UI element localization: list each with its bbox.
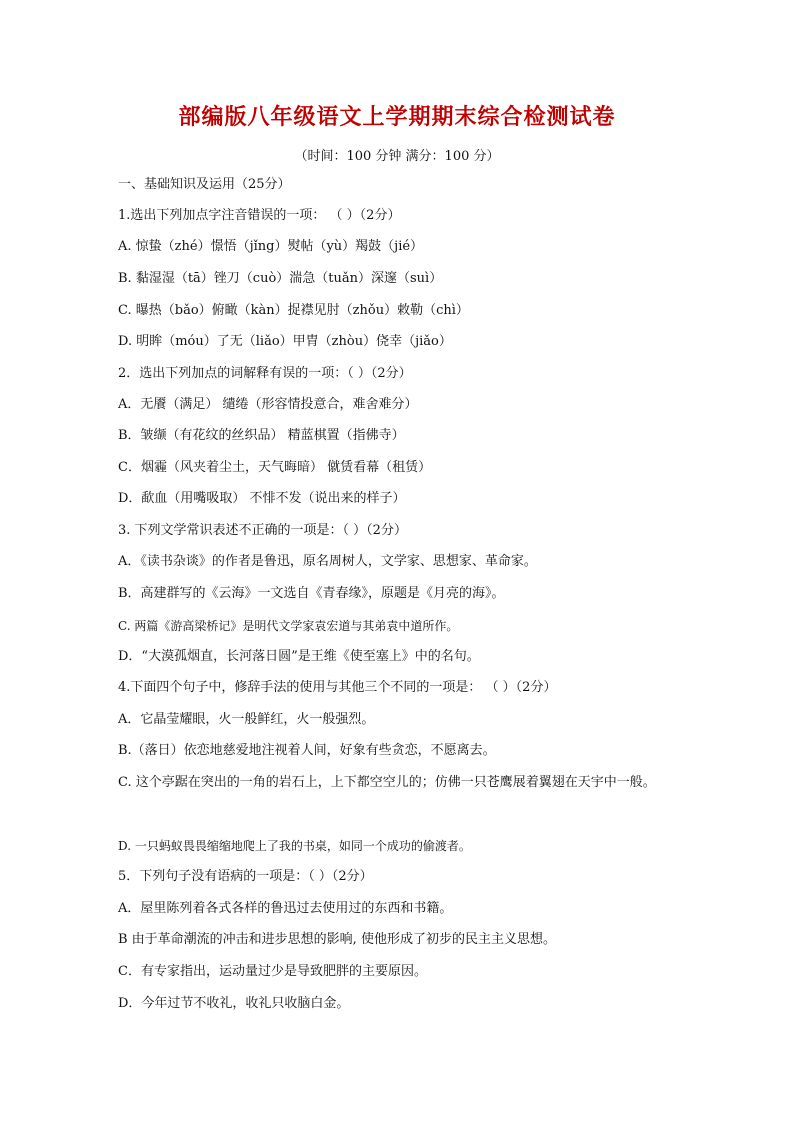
q3-option-c: C. 两篇《游高梁桥记》是明代文学家袁宏道与其弟袁中道所作。 [118, 619, 459, 633]
q3-option-a: A．《读书杂谈》的作者是鲁迅，原名周树人，文学家、思想家、革命家。 [118, 554, 537, 569]
q4-option-d: D. 一只蚂蚁畏畏缩缩地爬上了我的书桌，如同一个成功的偷渡者。 [118, 839, 471, 853]
q3-option-d: D．“大漠孤烟直，长河落日圆”是王维《使至塞上》中的名句。 [118, 649, 480, 664]
q1-option-b: B. 黏湿湿（tā）锉刀（cuò）湍急（tuǎn）深邃（suì） [118, 271, 443, 286]
q4-option-b: B.（落日）依恋地慈爱地注视着人间，好象有些贪恋，不愿离去。 [118, 743, 496, 758]
q2-option-c: C．烟霾（风夹着尘土，天气晦暗） 僦赁看幕（租赁） [118, 460, 432, 475]
question-3: 3. 下列文学常识表述不正确的一项是：（ ）（2分） [118, 523, 407, 538]
q5-option-d: D．今年过节不收礼，收礼只收脑白金。 [118, 996, 350, 1011]
q1-option-d: D. 明眸（móu）了无（liǎo）甲胄（zhòu）侥幸（jiǎo） [118, 334, 452, 349]
q5-option-a: A．屋里陈列着各式各样的鲁迅过去使用过的东西和书籍。 [118, 901, 453, 916]
q1-option-a: A. 惊蛰（zhé）憬悟（jǐng）熨帖（yù）羯鼓（jié） [118, 239, 424, 254]
q2-option-b: B．皱缬（有花纹的丝织品） 精蓝棋置（指佛寺） [118, 428, 405, 443]
question-4: 4.下面四个句子中，修辞手法的使用与其他三个不同的一项是： （ ）（2分） [118, 680, 557, 695]
q2-option-a: A．无餍（满足） 缱绻（形容情投意合，难舍难分） [118, 397, 418, 412]
q1-option-c: C. 曝热（bǎo）俯瞰（kàn）捉襟见肘（zhǒu）敕勒（chì） [118, 303, 469, 318]
q5-option-b: B 由于革命潮流的冲击和进步思想的影响, 使他形成了初步的民主主义思想。 [118, 932, 556, 947]
question-1: 1.选出下列加点字注音错误的一项： （ ）（2分） [118, 208, 401, 223]
question-2: 2．选出下列加点的词解释有误的一项：（ ）（2分） [118, 366, 412, 381]
q4-option-a: A．它晶莹耀眼，火一般鲜红，火一般强烈。 [118, 712, 375, 727]
q5-option-c: C．有专家指出，运动量过少是导致肥胖的主要原因。 [118, 964, 427, 979]
section-heading: 一、基础知识及运用（25分） [118, 177, 291, 192]
q4-option-c: C. 这个亭踞在突出的一角的岩石上，上下都空空儿的；仿佛一只苍鹰展着翼翅在天宇中一般。 [118, 775, 656, 790]
page-subtitle: （时间：100 分钟 满分：100 分） [294, 149, 500, 164]
question-5: 5．下列句子没有语病的一项是：（ ）（2分） [118, 869, 373, 884]
q2-option-d: D．歃血（用嘴吸取） 不悱不发（说出来的样子） [118, 491, 406, 506]
q3-option-b: B．高建群写的《云海》一文选自《青春缘》，原题是《月亮的海》。 [118, 586, 505, 601]
page-title: 部编版八年级语文上学期期末综合检测试卷 [178, 105, 616, 130]
